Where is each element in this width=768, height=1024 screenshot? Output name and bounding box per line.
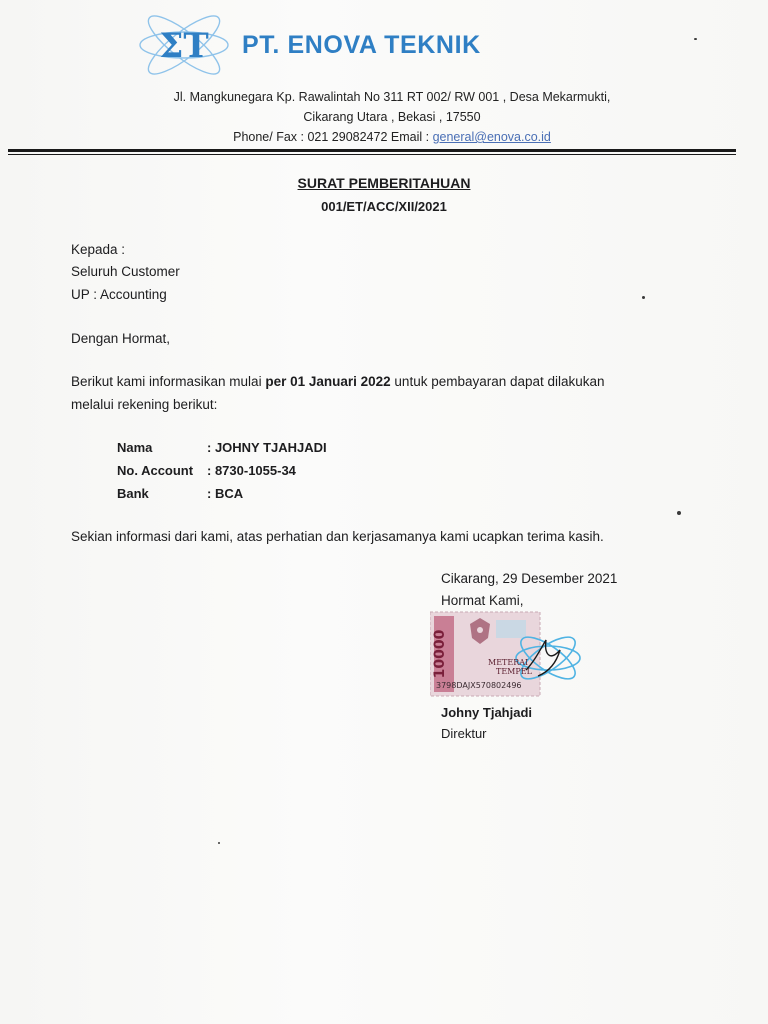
revenue-stamp-icon	[430, 610, 590, 700]
scan-speck	[677, 511, 681, 515]
contact-prefix: Phone/ Fax : 021 29082472 Email :	[233, 130, 430, 144]
recipient-line-1: Kepada :	[71, 242, 126, 257]
recipient-line-3: UP : Accounting	[71, 287, 167, 302]
account-row	[117, 440, 327, 455]
address-line-2: Cikarang Utara , Bekasi , 17550	[303, 110, 481, 124]
account-label: Nama	[117, 440, 153, 455]
header-divider-thin	[8, 154, 736, 155]
scan-speck	[642, 296, 645, 299]
body-paragraph-line-2: melalui rekening berikut:	[71, 397, 218, 412]
stamp-label-2: TEMPEL	[496, 667, 532, 676]
account-row	[117, 486, 243, 501]
place-date: Cikarang, 29 Desember 2021	[441, 571, 618, 586]
account-row	[117, 463, 296, 478]
greeting: Dengan Hormat,	[71, 331, 171, 346]
closing-paragraph: Sekian informasi dari kami, atas perhatian dan kerjasamanya kami ucapkan terima kasih.	[71, 529, 604, 544]
account-label: Bank	[117, 486, 149, 501]
signatory-name: Johny Tjahjadi	[441, 705, 533, 720]
company-logo-icon	[136, 14, 232, 76]
logo-glyphs: ΣT	[159, 26, 209, 66]
scan-speck	[694, 38, 697, 40]
account-value: : 8730-1055-34	[207, 463, 296, 478]
stamp-label-1: METERAI	[488, 658, 529, 667]
account-label: No. Account	[117, 463, 194, 478]
contact-line	[8, 130, 768, 144]
body-paragraph-line-1	[71, 374, 605, 389]
para-part-2: untuk pembayaran dapat dilakukan	[390, 374, 605, 389]
email-link[interactable]: general@enova.co.id	[432, 130, 551, 144]
salutation: Hormat Kami,	[441, 593, 524, 608]
address-line-1: Jl. Mangkunegara Kp. Rawalintah No 311 RT 002/ RW 001 , Desa Mekarmukti,	[173, 90, 611, 104]
stamp-serial: 3798DAJX570802496	[436, 681, 522, 690]
account-value: : JOHNY TJAHJADI	[207, 440, 327, 455]
document-number: 001/ET/ACC/XII/2021	[321, 199, 447, 214]
account-value: : BCA	[207, 486, 244, 501]
header-divider-thick	[8, 149, 736, 152]
recipient-line-2: Seluruh Customer	[71, 264, 180, 279]
signatory-position: Direktur	[441, 726, 487, 741]
stamp-denomination: 10000	[432, 629, 448, 679]
para-effective-date: per 01 Januari 2022	[265, 374, 391, 389]
company-name: PT. ENOVA TEKNIK	[242, 31, 481, 59]
scan-speck	[218, 842, 220, 844]
para-part-1: Berikut kami informasikan mulai	[71, 374, 266, 389]
document-title: SURAT PEMBERITAHUAN	[297, 175, 471, 191]
